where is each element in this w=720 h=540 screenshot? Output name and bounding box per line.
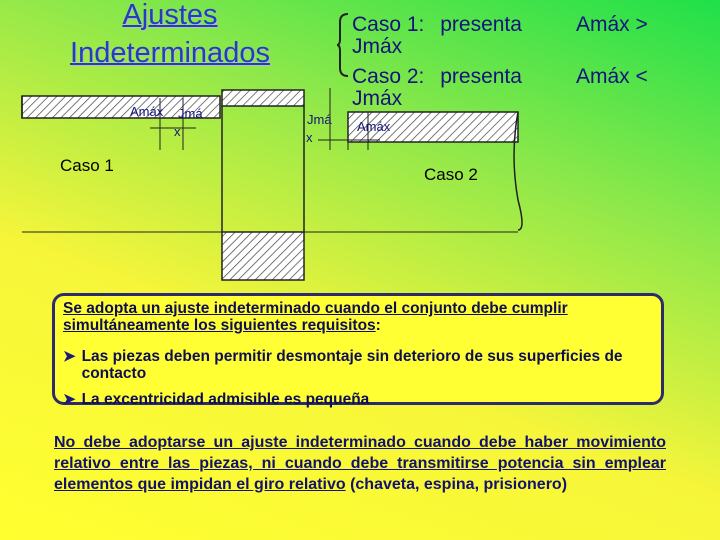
case1-verb: presenta: [440, 13, 522, 36]
requirement-item-2: [63, 391, 653, 408]
diagram-label-jmax-left-a: Jmá: [178, 106, 203, 121]
requirements-intro-colon: :: [375, 317, 381, 334]
diagram-label-caso2: Caso 2: [424, 165, 478, 184]
requirement-item-1-text: Las piezas deben permitir desmontaje sin deterioro de sus superficies de contacto: [81, 348, 623, 382]
shaft-top: [222, 90, 304, 106]
requirement-item-2-text: La excentricidad admisible es pequeña: [81, 391, 370, 408]
title-line-2: Indeterminados: [70, 37, 270, 69]
requirements-intro-text: Se adopta un ajuste indeterminado cuando el conjunto debe cumplir simultáneamente los siguientes requisitos: [63, 300, 568, 334]
title-line-1: Ajustes: [122, 0, 218, 31]
case2-label: Caso 2:: [352, 65, 425, 88]
case2-verb: presenta: [440, 65, 522, 88]
requirement-item-1: [63, 348, 653, 382]
case1-amax: Amáx >: [576, 13, 648, 36]
note-underlined-text: No debe adoptarse un ajuste indeterminado cuando debe haber movimiento relativo entre las piezas, ni cuando debe transmitirse potencia sin emplear elementos que impidan el giro relativo: [54, 434, 666, 493]
case1-jmax: Jmáx: [352, 35, 403, 58]
case1-label: Caso 1:: [352, 13, 425, 36]
arrow-bullet-icon: ➤: [63, 348, 76, 365]
diagram-label-amax-left: Amáx: [130, 104, 164, 119]
diagram-label-jmax-left-b: x: [174, 124, 181, 139]
diagram-label-jmax-right-a: Jmá: [307, 112, 332, 127]
note-paragraph: [54, 432, 666, 495]
diagram-label-amax-right: Amáx: [357, 119, 391, 134]
requirements-intro: [63, 300, 653, 334]
note-tail-text: (chaveta, espina, prisionero): [345, 476, 568, 493]
shaft-bottom: [222, 232, 304, 280]
diagram-label-jmax-right-b: x: [306, 130, 313, 145]
diagram-label-caso1: Caso 1: [60, 156, 114, 175]
requirements-panel: [52, 293, 664, 408]
arrow-bullet-icon: ➤: [63, 391, 76, 408]
case2-jmax: Jmáx: [352, 87, 403, 110]
case2-amax: Amáx <: [576, 65, 648, 88]
